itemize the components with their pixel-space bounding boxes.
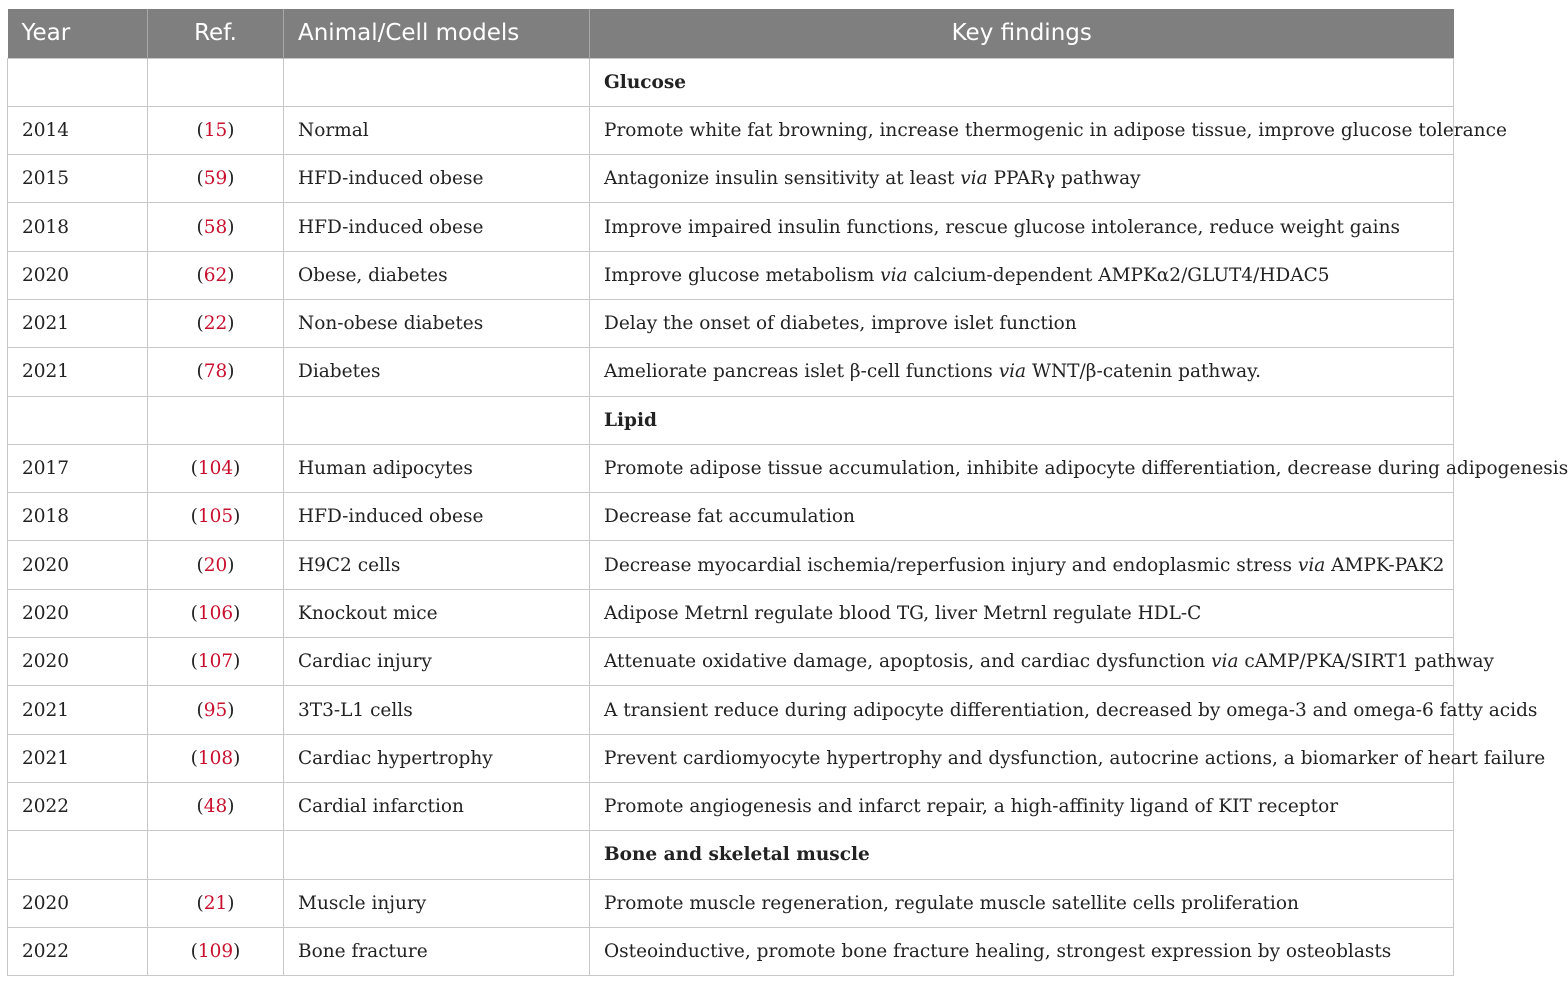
table-row [8,541,1454,589]
model-cell: HFD-induced obese [284,203,590,251]
findings-text: Adipose Metrnl regulate blood TG, liver Metrnl regulate HDL-C [604,602,1202,624]
table-row [8,444,1454,492]
ref-cell: (78) [148,348,284,396]
findings-table [7,9,1568,976]
header-ref: Ref. [148,9,284,58]
findings-text: Osteoinductive, promote bone fracture healing, strongest expression by osteoblasts [604,940,1392,962]
empty-cell [284,396,590,444]
findings-cell [590,348,1454,396]
reference-link[interactable]: 15 [203,119,228,141]
section-title: Bone and skeletal muscle [590,831,1454,879]
year-cell: 2018 [8,493,148,541]
findings-text: cAMP/PKA/SIRT1 pathway [1238,651,1494,673]
empty-cell [148,831,284,879]
findings-text: Prevent cardiomyocyte hypertrophy and dysfunction, autocrine actions, a biomarker of heart failure [604,747,1546,769]
reference-link[interactable]: 106 [197,602,234,624]
ref-cell: (106) [148,589,284,637]
year-cell: 2022 [8,782,148,830]
findings-cell [590,299,1454,347]
reference-link[interactable]: 109 [197,940,234,962]
findings-text: via [880,264,908,286]
findings-text: via [998,361,1027,383]
reference-link[interactable]: 21 [203,892,228,914]
reference-link[interactable]: 95 [203,699,228,721]
findings-text: Promote angiogenesis and infarct repair, a high-affinity ligand of KIT receptor [604,796,1339,818]
table-header [8,9,1454,58]
model-cell: HFD-induced obese [284,493,590,541]
header-model: Animal/Cell models [284,9,590,58]
findings-cell [590,782,1454,830]
year-cell: 2021 [8,686,148,734]
table-row [8,348,1454,396]
header-findings: Key findings [590,9,1454,58]
ref-cell: (105) [148,493,284,541]
empty-cell [148,58,284,106]
findings-text: Improve glucose metabolism [604,264,881,286]
findings-text: via [1211,651,1239,673]
table-row [8,734,1454,782]
table-row [8,155,1454,203]
findings-text: via [960,168,988,190]
year-cell: 2014 [8,106,148,154]
year-cell: 2021 [8,299,148,347]
reference-link[interactable]: 78 [203,361,228,383]
model-cell: HFD-induced obese [284,155,590,203]
findings-text: Promote muscle regeneration, regulate muscle satellite cells proliferation [604,892,1299,914]
findings-text: via [1297,554,1326,576]
model-cell: Obese, diabetes [284,251,590,299]
year-cell: 2015 [8,155,148,203]
ref-cell: (15) [148,106,284,154]
year-cell: 2020 [8,638,148,686]
table-row [8,251,1454,299]
table-row [8,686,1454,734]
reference-link[interactable]: 48 [203,796,228,818]
ref-cell: (48) [148,782,284,830]
reference-link[interactable]: 108 [197,747,234,769]
table-row [8,927,1454,975]
findings-text: A transient reduce during adipocyte differentiation, decreased by omega-3 and omega-6 fatty acids [604,699,1538,721]
empty-cell [284,831,590,879]
findings-cell [590,638,1494,686]
model-cell: Knockout mice [284,589,590,637]
year-cell: 2021 [8,348,148,396]
findings-text: Attenuate oxidative damage, apoptosis, and cardiac dysfunction [604,651,1212,673]
findings-text: Promote white fat browning, increase thermogenic in adipose tissue, improve glucose tolerance [604,119,1507,141]
year-cell: 2020 [8,879,148,927]
findings-cell [590,493,1454,541]
ref-cell: (22) [148,299,284,347]
section-row [8,831,1454,879]
findings-text: Promote adipose tissue accumulation, inhibite adipocyte differentiation, decrease during adipogenesis [604,458,1568,480]
ref-cell: (59) [148,155,284,203]
model-cell: Cardial infarction [284,782,590,830]
empty-cell [148,396,284,444]
reference-link[interactable]: 58 [203,216,228,238]
model-cell: Cardiac hypertrophy [284,734,590,782]
header-year: Year [8,9,148,58]
model-cell: Normal [284,106,590,154]
reference-link[interactable]: 22 [203,313,228,335]
empty-cell [284,58,590,106]
ref-cell: (108) [148,734,284,782]
year-cell: 2020 [8,251,148,299]
ref-cell: (62) [148,251,284,299]
empty-cell [8,58,148,106]
findings-text: Decrease myocardial ischemia/reperfusion injury and endoplasmic stress [604,554,1298,576]
table-row [8,203,1454,251]
findings-cell [590,686,1538,734]
reference-link[interactable]: 20 [203,554,228,576]
section-title: Lipid [590,396,1454,444]
findings-cell [590,251,1454,299]
findings-text: Decrease fat accumulation [604,506,855,528]
ref-cell: (58) [148,203,284,251]
findings-cell [590,444,1568,492]
findings-text: Delay the onset of diabetes, improve islet function [604,313,1077,335]
section-title: Glucose [590,58,1454,106]
table-row [8,299,1454,347]
ref-cell: (20) [148,541,284,589]
findings-text: PPARγ pathway [987,168,1141,190]
model-cell: H9C2 cells [284,541,590,589]
model-cell: Bone fracture [284,927,590,975]
reference-link[interactable]: 62 [203,264,228,286]
reference-link[interactable]: 105 [197,506,234,528]
findings-cell [590,155,1454,203]
model-cell: Diabetes [284,348,590,396]
findings-cell [590,203,1454,251]
year-cell: 2020 [8,541,148,589]
header-row [8,9,1454,58]
findings-cell [590,589,1454,637]
model-cell: Muscle injury [284,879,590,927]
findings-text: AMPK-PAK2 [1325,554,1445,576]
section-row [8,58,1454,106]
table-row [8,638,1454,686]
findings-text: Improve impaired insulin functions, rescue glucose intolerance, reduce weight gains [604,216,1401,238]
section-row [8,396,1454,444]
year-cell: 2018 [8,203,148,251]
ref-cell: (104) [148,444,284,492]
findings-text: Antagonize insulin sensitivity at least [604,168,961,190]
year-cell: 2020 [8,589,148,637]
ref-cell: (21) [148,879,284,927]
findings-cell [590,734,1546,782]
empty-cell [8,831,148,879]
ref-cell: (107) [148,638,284,686]
ref-cell: (109) [148,927,284,975]
findings-cell [590,879,1454,927]
table-body [8,58,1568,976]
model-cell: Non-obese diabetes [284,299,590,347]
findings-cell [590,541,1454,589]
findings-cell [590,927,1454,975]
findings-text: WNT/β-catenin pathway. [1026,361,1262,383]
empty-cell [8,396,148,444]
year-cell: 2017 [8,444,148,492]
model-cell: 3T3-L1 cells [284,686,590,734]
reference-link[interactable]: 107 [197,651,234,673]
ref-cell: (95) [148,686,284,734]
reference-link[interactable]: 59 [203,168,228,190]
findings-text: Ameliorate pancreas islet β-cell functions [604,361,999,383]
table-row [8,879,1454,927]
findings-cell [590,106,1507,154]
model-cell: Human adipocytes [284,444,590,492]
model-cell: Cardiac injury [284,638,590,686]
table-row [8,782,1454,830]
year-cell: 2022 [8,927,148,975]
year-cell: 2021 [8,734,148,782]
table-row [8,493,1454,541]
table-row [8,589,1454,637]
findings-text: calcium-dependent AMPKα2/GLUT4/HDAC5 [907,264,1330,286]
reference-link[interactable]: 104 [197,458,234,480]
table-row [8,106,1454,154]
